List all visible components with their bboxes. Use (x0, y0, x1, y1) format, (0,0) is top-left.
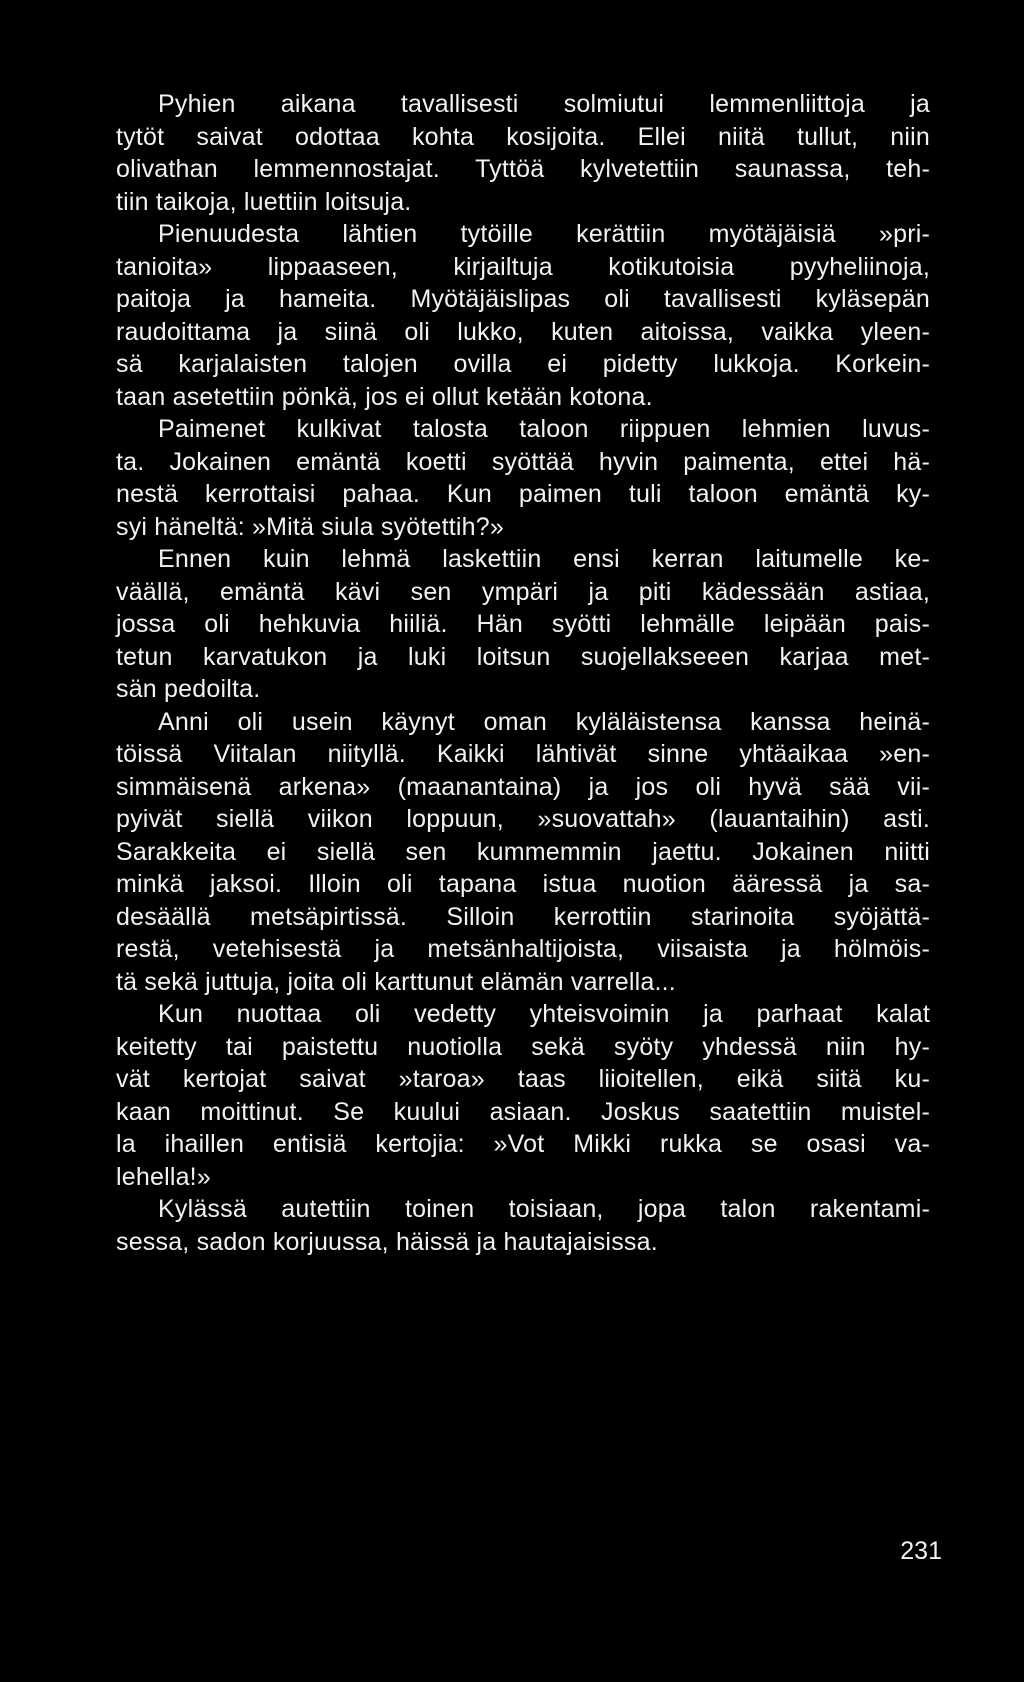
text-line: tetun karvatukon ja luki loitsun suojellakseeen karjaa met- (116, 642, 930, 671)
text-line: vät kertojat saivat »taroa» taas liioitellen, eikä siitä ku- (116, 1065, 930, 1093)
text-line: jossa oli hehkuvia hiiliä. Hän syötti lehmälle leipään pais- (116, 610, 930, 638)
text-line: Sarakkeita ei siellä sen kummemmin jaettu. Jokainen niitti (116, 837, 930, 866)
text-line: syi häneltä: »Mitä siula syötettih?» (116, 512, 504, 541)
text-line: nestä kerrottaisi pahaa. Kun paimen tuli taloon emäntä ky- (116, 480, 930, 508)
text-line: Anni oli usein käynyt oman kyläläistensa kanssa heinä- (158, 707, 930, 736)
text-line: ta. Jokainen emäntä koetti syöttää hyvin paimenta, ettei hä- (116, 447, 930, 476)
text-line: tiin taikoja, luettiin loitsuja. (116, 187, 412, 216)
text-line: Kun nuottaa oli vedetty yhteisvoimin ja parhaat kalat (158, 1000, 930, 1028)
text-line: restä, vetehisestä ja metsänhaltijoista, viisaista ja hölmöis- (116, 935, 930, 963)
text-line: väällä, emäntä kävi sen ympäri ja piti kädessään astiaa, (116, 577, 930, 606)
text-line: desäällä metsäpirtissä. Silloin kerrottiin starinoita syöjättä- (116, 902, 930, 931)
text-line: tytöt saivat odottaa kohta kosijoita. Ellei niitä tullut, niin (116, 122, 930, 151)
text-line: Pienuudesta lähtien tytöille kerättiin myötäjäisiä »pri- (158, 220, 930, 248)
text-line: sä karjalaisten talojen ovilla ei pidetty lukkoja. Korkein- (116, 350, 930, 378)
text-line: pyivät siellä viikon loppuun, »suovattah» (lauantaihin) asti. (116, 805, 930, 833)
page-number: 231 (900, 1537, 942, 1565)
text-line: Paimenet kulkivat talosta taloon riippuen lehmien luvus- (158, 415, 930, 443)
text-line: lehella!» (116, 1162, 211, 1191)
text-line: sessa, sadon korjuussa, häissä ja hautajaisissa. (116, 1227, 658, 1256)
text-line: Kylässä autettiin toinen toisiaan, jopa talon rakentami- (158, 1195, 930, 1223)
text-line: töissä Viitalan niityllä. Kaikki lähtivät sinne yhtäaikaa »en- (116, 740, 930, 768)
text-line: paitoja ja hameita. Myötäjäislipas oli tavallisesti kyläsepän (116, 285, 930, 313)
text-line: la ihaillen entisiä kertojia: »Vot Mikki rukka se osasi va- (116, 1130, 930, 1158)
text-line: keitetty tai paistettu nuotiolla sekä syöty yhdessä niin hy- (116, 1032, 930, 1061)
text-line: Ennen kuin lehmä laskettiin ensi kerran laitumelle ke- (158, 545, 930, 573)
text-line: raudoittama ja siinä oli lukko, kuten aitoissa, vaikka yleen- (116, 317, 930, 346)
text-line: tä sekä juttuja, joita oli karttunut elämän varrella... (116, 967, 676, 996)
text-line: taan asetettiin pönkä, jos ei ollut ketään kotona. (116, 382, 653, 411)
text-line: sän pedoilta. (116, 675, 261, 703)
text-line: kaan moittinut. Se kuului asiaan. Joskus saatettiin muistel- (116, 1097, 930, 1126)
body-text (116, 88, 930, 1258)
text-line: Pyhien aikana tavallisesti solmiutui lemmenliittoja ja (158, 90, 930, 118)
text-line: minkä jaksoi. Illoin oli tapana istua nuotion ääressä ja sa- (116, 870, 930, 898)
text-line: olivathan lemmennostajat. Tyttöä kylvetettiin saunassa, teh- (116, 155, 930, 183)
text-line: tanioita» lippaaseen, kirjailtuja kotikutoisia pyyheliinoja, (116, 252, 930, 281)
text-line: simmäisenä arkena» (maanantaina) ja jos oli hyvä sää vii- (116, 772, 930, 801)
